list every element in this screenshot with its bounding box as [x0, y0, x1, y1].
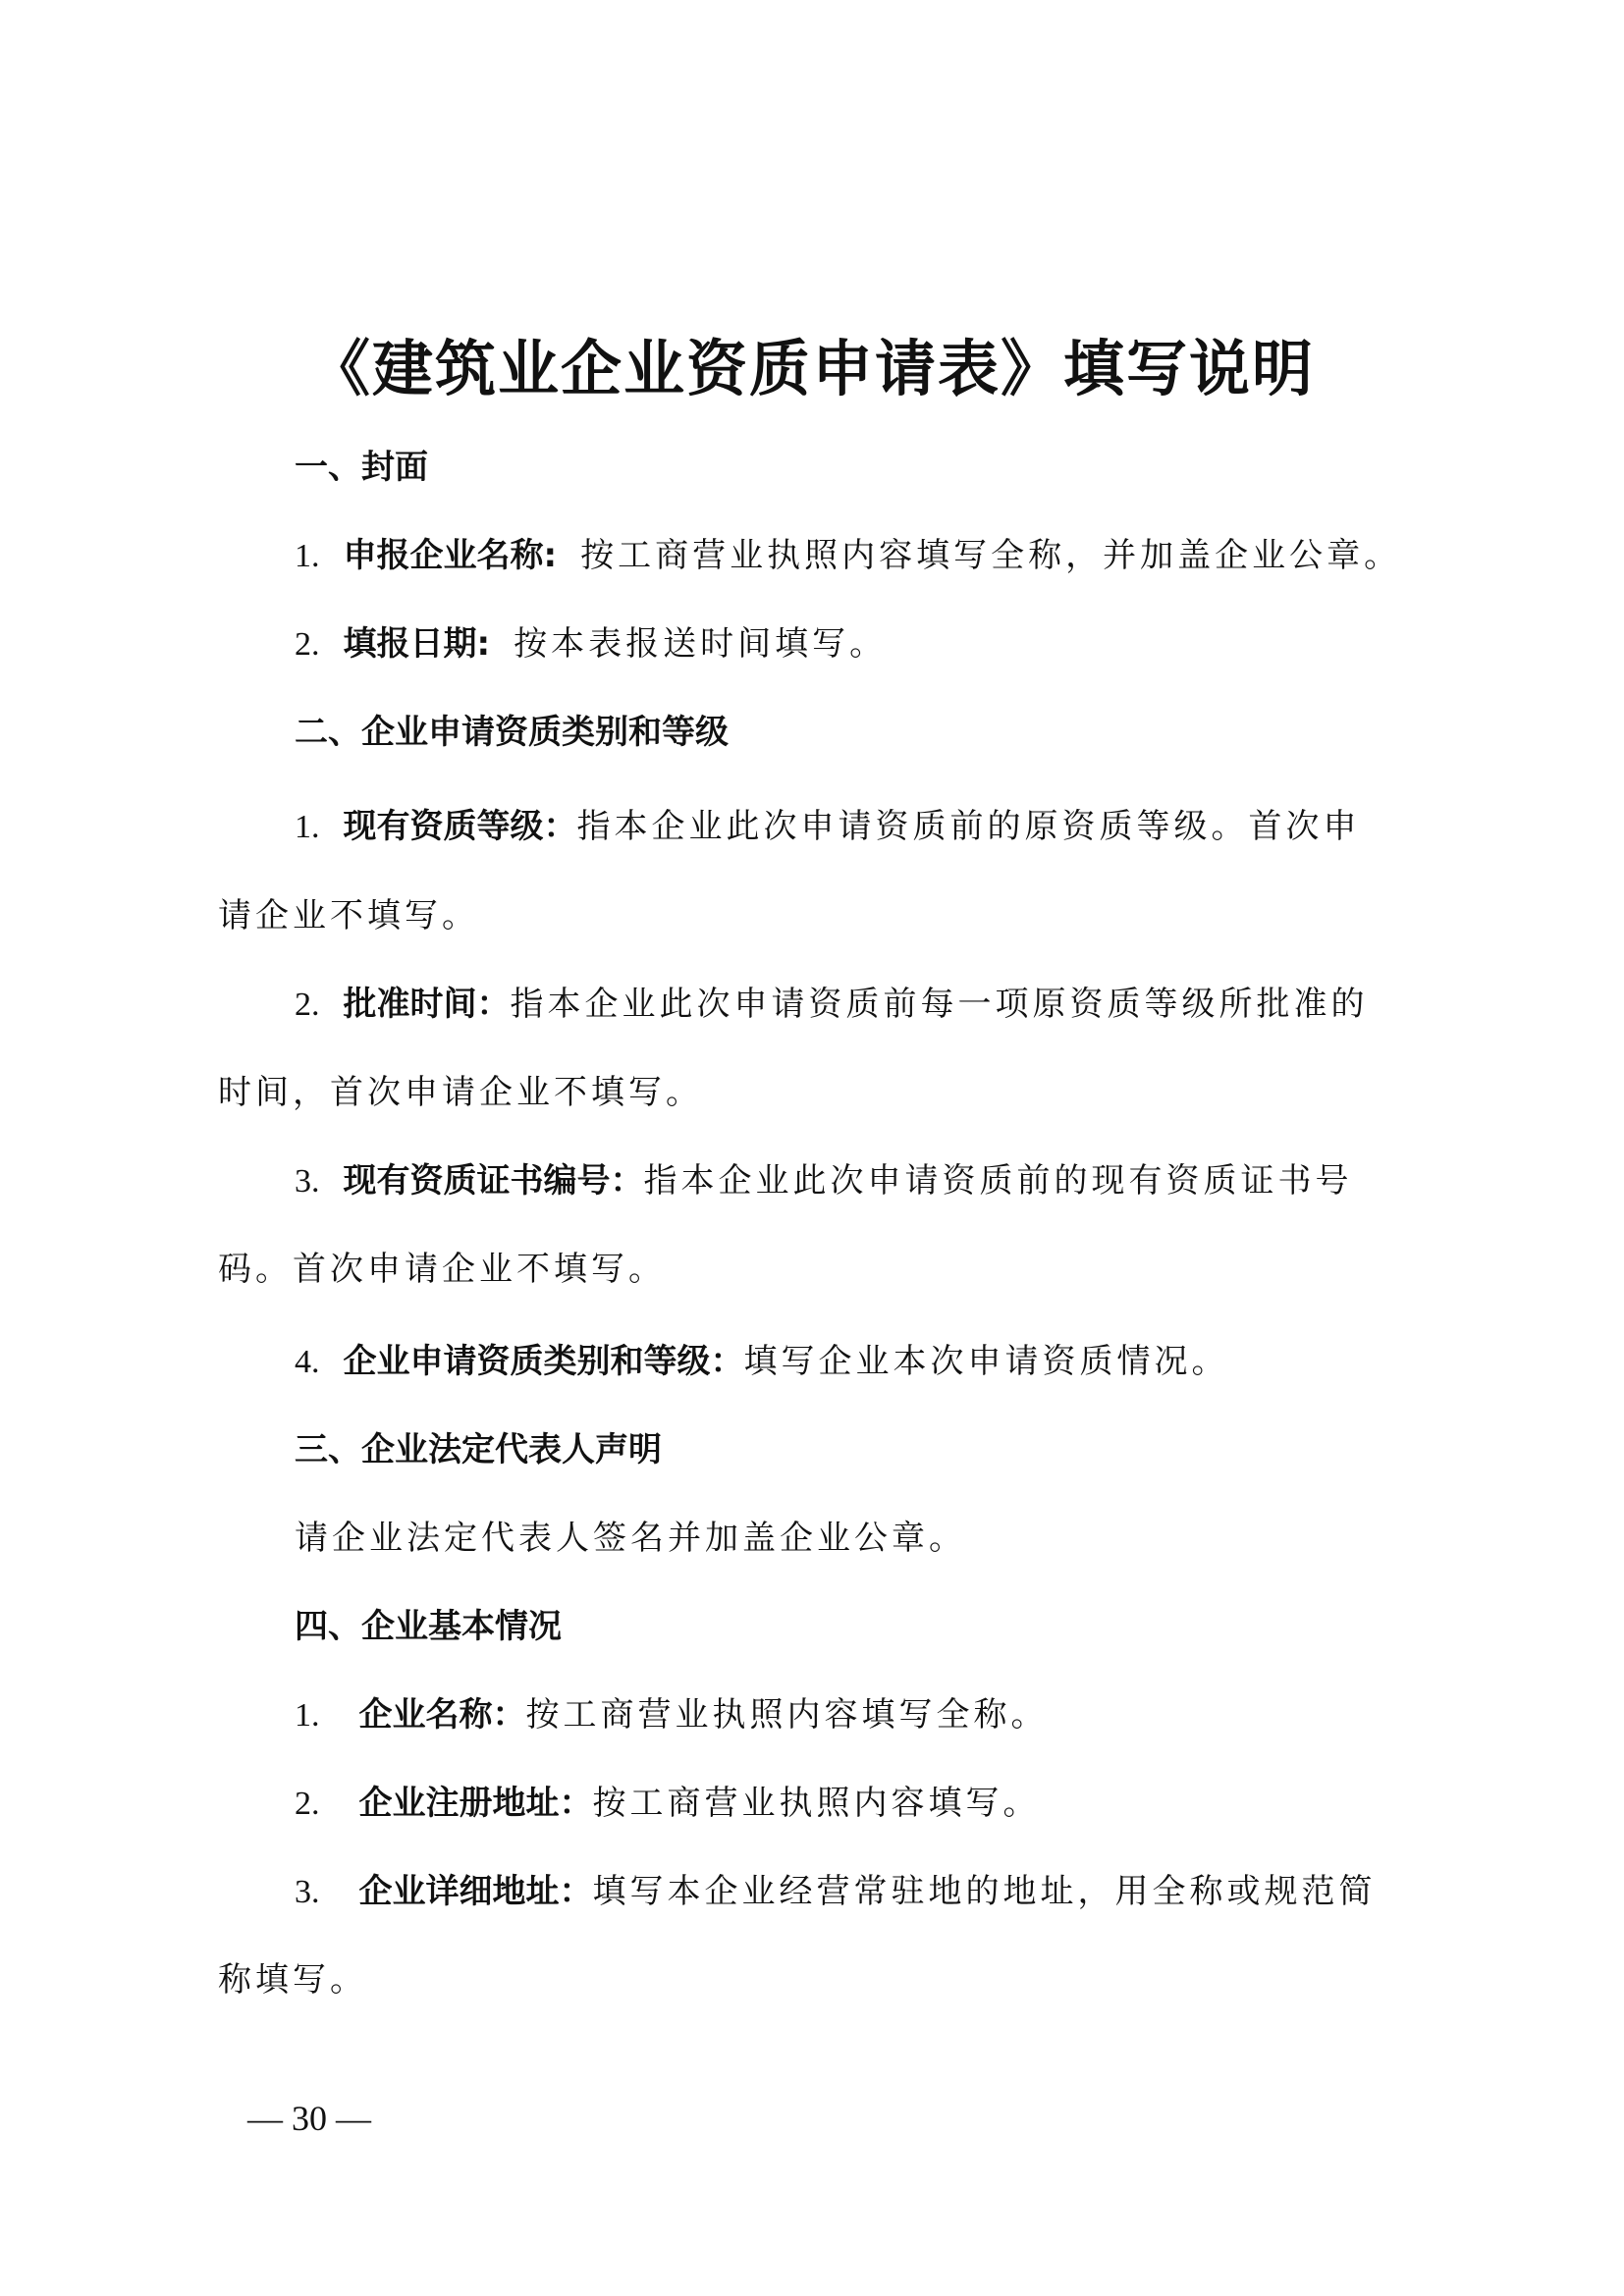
- qualification-item-current-level: [295, 804, 1361, 850]
- item-number: 3.: [295, 1874, 320, 1910]
- page-number: — 30 —: [247, 2099, 371, 2138]
- item-number: 1.: [295, 538, 320, 574]
- item-label: 现有资质等级：: [343, 807, 577, 846]
- item-continuation: 称填写。: [218, 1960, 367, 2000]
- item-continuation: 码。首次申请企业不填写。: [218, 1250, 666, 1289]
- item-label: 企业名称：: [358, 1695, 526, 1735]
- item-text: 指本企业此次申请资质前的原资质等级。首次申: [576, 807, 1361, 846]
- item-label: 现有资质证书编号：: [343, 1161, 644, 1201]
- item-number: 2.: [295, 626, 320, 663]
- legal-rep-paragraph: 请企业法定代表人签名并加盖企业公章。: [295, 1519, 966, 1558]
- item-text: 填写本企业经营常驻地的地址，用全称或规范简: [592, 1872, 1377, 1911]
- item-text: 按工商营业执照内容填写全称。: [525, 1695, 1049, 1735]
- qualification-item-approval-time: [295, 982, 1369, 1028]
- section-heading-basic-info: 四、企业基本情况: [295, 1607, 562, 1646]
- cover-item-company-name: [295, 533, 1401, 579]
- item-continuation: 请企业不填写。: [218, 896, 479, 935]
- item-continuation: 时间，首次申请企业不填写。: [218, 1073, 703, 1112]
- item-label: 填报日期:: [343, 624, 491, 664]
- item-label: 企业申请资质类别和等级：: [343, 1342, 744, 1381]
- section-heading-qualification: 二、企业申请资质类别和等级: [295, 713, 729, 752]
- cover-item-fill-date: [295, 621, 887, 667]
- item-number: 3.: [295, 1163, 320, 1200]
- item-text: 指本企业此次申请资质前的现有资质证书号: [643, 1161, 1353, 1201]
- item-text: 按工商营业执照内容填写全称，并加盖企业公章。: [580, 536, 1402, 575]
- item-text: 按工商营业执照内容填写。: [592, 1784, 1041, 1823]
- item-number: 2.: [295, 987, 320, 1023]
- section-heading-legal-rep: 三、企业法定代表人声明: [295, 1430, 662, 1469]
- page-title: 《建筑业企业资质申请表》填写说明: [308, 333, 1315, 404]
- item-label: 企业注册地址：: [358, 1784, 593, 1823]
- item-text: 填写企业本次申请资质情况。: [743, 1342, 1229, 1381]
- item-number: 1.: [295, 1697, 320, 1734]
- qualification-item-applied-level: [295, 1339, 1229, 1385]
- basic-info-item-company-name: [295, 1692, 1049, 1738]
- item-text: 按本表报送时间填写。: [514, 624, 888, 664]
- item-label: 批准时间：: [343, 985, 511, 1024]
- item-number: 1.: [295, 809, 320, 845]
- item-label: 申报企业名称:: [343, 536, 558, 575]
- section-heading-cover: 一、封面: [295, 448, 428, 487]
- basic-info-item-registered-address: [295, 1781, 1041, 1827]
- item-label: 企业详细地址：: [358, 1872, 593, 1911]
- item-text: 指本企业此次申请资质前每一项原资质等级所批准的: [510, 985, 1369, 1024]
- item-number: 4.: [295, 1344, 320, 1380]
- item-number: 2.: [295, 1786, 320, 1822]
- basic-info-item-detailed-address: [295, 1869, 1377, 1915]
- qualification-item-certificate-number: [295, 1158, 1353, 1204]
